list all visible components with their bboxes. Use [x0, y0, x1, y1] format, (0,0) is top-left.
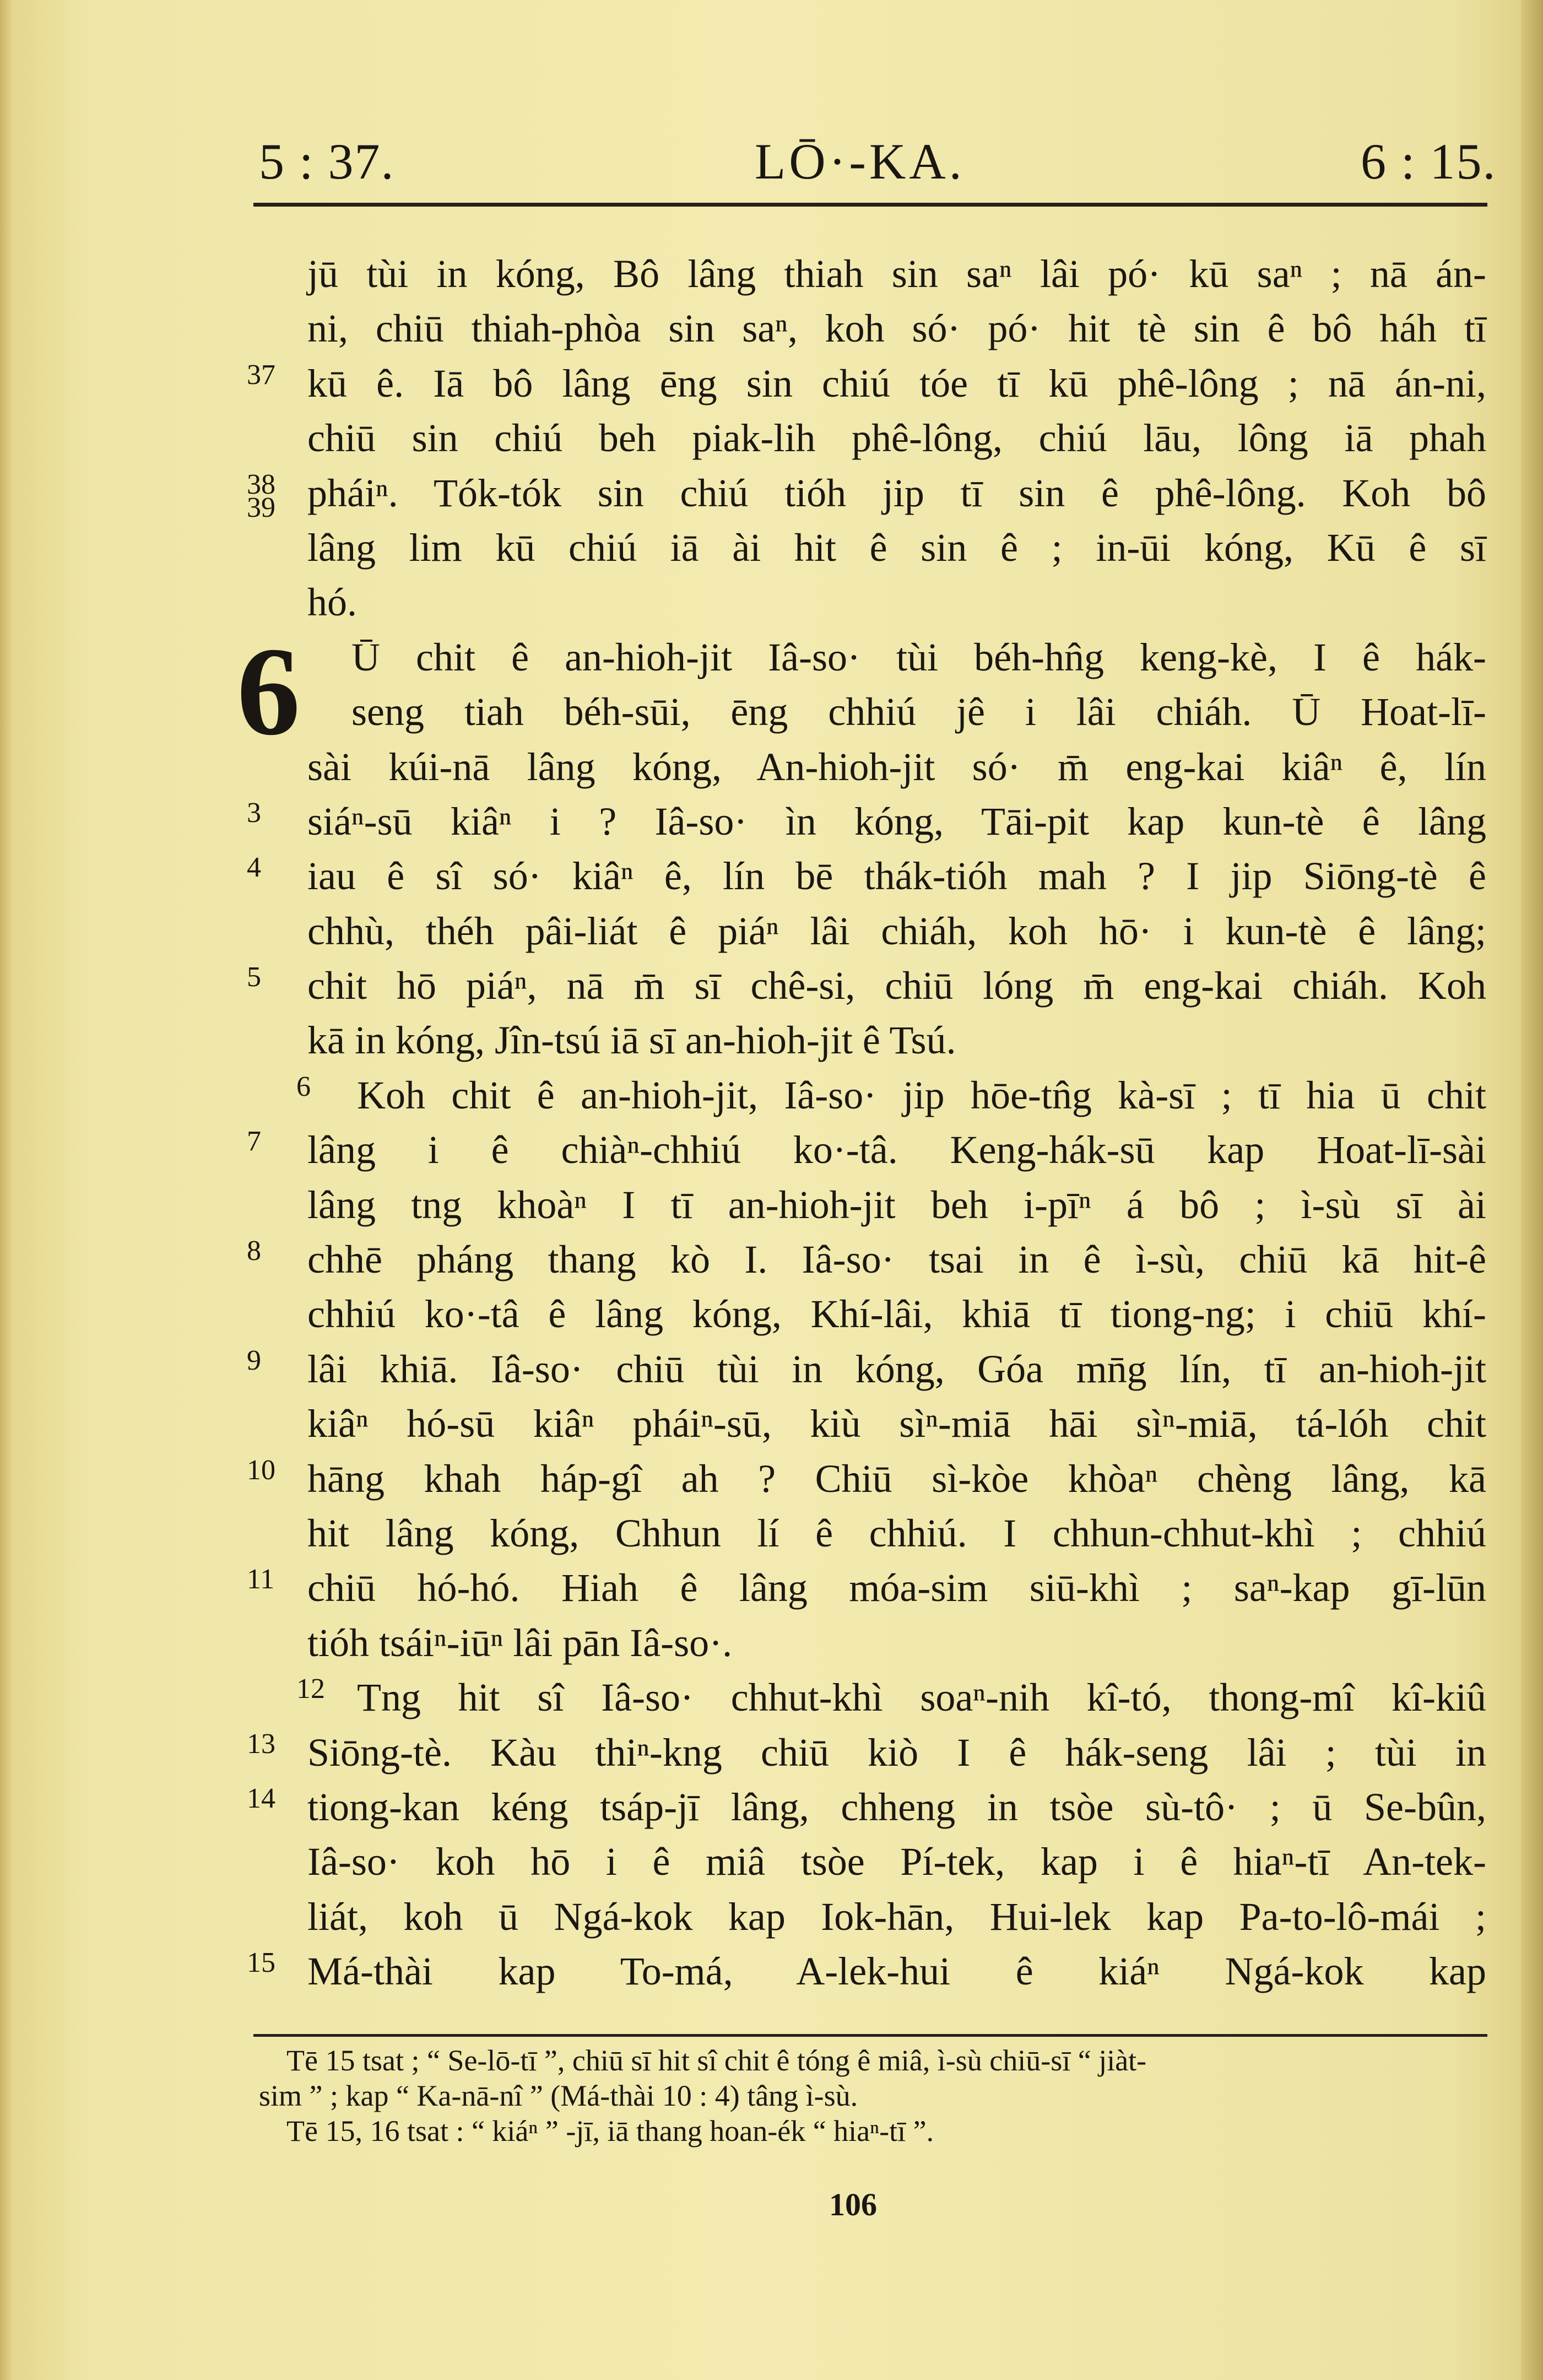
text-line-content: chhē pháng thang kò I. Iâ-so· tsai in ê ì-sù, chiū kā hit-ê	[307, 1237, 1486, 1282]
verse-number: 6	[296, 1070, 311, 1102]
text-line: lâng lim kū chiú iā ài hit ê sin ê ; in-ūi kóng, Kū ê sī	[307, 525, 1486, 570]
text-line: Iâ-so· koh hō i ê miâ tsòe Pí-tek, kap i ê hiaⁿ-tī An-tek-	[307, 1840, 1486, 1884]
text-line-content: lâi khiā. Iâ-so· chiū tùi in kóng, Góa mn̄g lín, tī an-hioh-jit	[307, 1346, 1486, 1391]
text-line-content: siáⁿ-sū kiâⁿ i ? Iâ-so· ìn kóng, Tāi-pit kap kun-tè ê lâng	[307, 799, 1486, 843]
text-line: tióh tsáiⁿ-iūⁿ lâi pān Iâ-so·.	[307, 1620, 733, 1665]
text-line	[247, 1232, 1486, 1287]
text-line-content: tiong-kan kéng tsáp-jī lâng, chheng in tsòe sù-tô· ; ū Se-bûn,	[307, 1784, 1486, 1829]
text-line	[247, 1780, 1486, 1835]
text-line	[247, 1944, 1486, 1999]
text-line: chhiú ko·-tâ ê lâng kóng, Khí-lâi, khiā tī tiong-ng; i chiū khí-	[307, 1292, 1486, 1337]
text-line-content: chiū hó-hó. Hiah ê lâng móa-sim siū-khì ; saⁿ-kap gī-lūn	[307, 1566, 1486, 1610]
text-line-content: Koh chit ê an-hioh-jit, Iâ-so· jip hōe-tn̂g kà-sī ; tī hia ū chit	[357, 1073, 1486, 1117]
footnotes	[259, 2043, 1487, 2149]
text-line	[247, 1342, 1486, 1397]
text-line: sài kúi-nā lâng kóng, An-hioh-jit só· m̄ eng-kai kiâⁿ ê, lín	[307, 744, 1486, 789]
verse-number: 9	[247, 1344, 261, 1376]
text-line: seng tiah béh-sūi, ēng chhiú jê i lâi chiáh. Ū Hoat-lī-	[351, 690, 1486, 734]
text-line-content: Tng hit sî Iâ-so· chhut-khì soaⁿ-nih kî-tó, thong-mî kî-kiû	[357, 1675, 1486, 1720]
verse-number: 8	[247, 1235, 261, 1267]
verse-number: 10	[247, 1454, 275, 1486]
text-line	[247, 1123, 1486, 1177]
footnote-line: Tē 15 tsat ; “ Se-lō-tī ”, chiū sī hit sî chit ê tóng ê miâ, ì-sù chiū-sī “ jiàt-	[286, 2044, 1147, 2077]
text-line	[247, 794, 1486, 849]
text-line: kiâⁿ hó-sū kiâⁿ pháiⁿ-sū, kiù sìⁿ-miā hāi sìⁿ-miā, tá-lóh chit	[307, 1402, 1486, 1446]
verse-number: 38	[247, 468, 275, 500]
verse-number: 14	[247, 1782, 275, 1814]
text-line: hó.	[307, 580, 357, 625]
verse-number: 3	[247, 797, 261, 829]
text-line	[247, 1452, 1486, 1506]
verse-number: 15	[247, 1947, 275, 1979]
verse-number: 13	[247, 1728, 275, 1760]
verse-number: 12	[296, 1673, 325, 1705]
footnote-line: Tē 15, 16 tsat : “ kiáⁿ ” -jī, iā thang hoan-ék “ hiaⁿ-tī ”.	[286, 2114, 934, 2148]
text-line-content: pháiⁿ. Tók-tók sin chiú tióh jip tī sin ê phê-lông. Koh bô	[307, 470, 1486, 515]
body-text	[247, 247, 1486, 1999]
verse-number: 5	[247, 961, 261, 993]
text-line: kā in kóng, Jîn-tsú iā sī an-hioh-jit ê Tsú.	[307, 1018, 956, 1063]
page-edge-left	[0, 0, 13, 2380]
running-head-title: LŌ·-KA.	[755, 133, 965, 190]
text-line: chhù, théh pâi-liát ê piáⁿ lâi chiáh, koh hō· i kun-tè ê lâng;	[307, 908, 1486, 953]
text-line: liát, koh ū Ngá-kok kap Iok-hān, Hui-lek kap Pa-to-lô-mái ;	[307, 1894, 1486, 1939]
text-line: Ū chit ê an-hioh-jit Iâ-so· tùi béh-hn̂g keng-kè, I ê hák-	[351, 635, 1486, 679]
text-line	[247, 1561, 1486, 1615]
chapter-number: 6	[237, 621, 300, 761]
verse-number: 4	[247, 852, 261, 884]
text-line	[247, 466, 1486, 523]
text-line-content: chit hō piáⁿ, nā m̄ sī chê-si, chiū lóng m̄ eng-kai chiáh. Koh	[307, 964, 1486, 1008]
running-head-left: 5 : 37.	[259, 133, 395, 190]
text-line: chiū sin chiú beh piak-lih phê-lông, chiú lāu, lông iā phah	[307, 416, 1486, 461]
footnote-line: sim ” ; kap “ Ka-nā-nî ” (Má-thài 10 : 4) tâng ì-sù.	[259, 2079, 858, 2112]
header-rule	[253, 203, 1487, 207]
verse-number: 11	[247, 1564, 275, 1595]
verse-number: 7	[247, 1126, 261, 1157]
text-line	[247, 849, 1486, 904]
verse-number: 37	[247, 359, 275, 391]
text-line	[296, 1068, 1486, 1123]
text-line: lâng tng khoàⁿ I tī an-hioh-jit beh i-pīⁿ á bô ; ì-sù sī ài	[307, 1182, 1486, 1227]
text-line-content: Má-thài kap To-má, A-lek-hui ê kiáⁿ Ngá-kok kap	[307, 1949, 1486, 1994]
text-line-content: iau ê sî só· kiâⁿ ê, lín bē thák-tióh mah ? I jip Siōng-tè ê	[307, 854, 1486, 899]
text-line: jū tùi in kóng, Bô lâng thiah sin saⁿ lâi pó· kū saⁿ ; nā án-	[307, 252, 1486, 296]
text-line: ni, chiū thiah-phòa sin saⁿ, koh só· pó· hit tè sin ê bô háh tī	[307, 306, 1486, 351]
text-line-content: Siōng-tè. Kàu thiⁿ-kng chiū kiò I ê hák-seng lâi ; tùi in	[307, 1730, 1486, 1775]
text-line-content: lâng i ê chiàⁿ-chhiú ko·-tâ. Keng-hák-sū kap Hoat-lī-sài	[307, 1128, 1486, 1172]
page-number: 106	[829, 2187, 877, 2222]
text-line: hit lâng kóng, Chhun lí ê chhiú. I chhun-chhut-khì ; chhiú	[307, 1511, 1486, 1555]
text-line	[247, 356, 1486, 411]
text-line	[247, 1726, 1486, 1780]
text-line-content: hāng khah háp-gî ah ? Chiū sì-kòe khòaⁿ chèng lâng, kā	[307, 1456, 1486, 1501]
running-head-right: 6 : 15.	[1361, 133, 1497, 190]
text-line	[247, 959, 1486, 1013]
text-line-content: kū ê. Iā bô lâng ēng sin chiú tóe tī kū phê-lông ; nā án-ni,	[307, 361, 1486, 405]
footnote-rule	[253, 2034, 1487, 2037]
text-line	[296, 1670, 1486, 1725]
page-edge-right	[1521, 0, 1543, 2380]
verse-number: 39	[247, 491, 275, 523]
